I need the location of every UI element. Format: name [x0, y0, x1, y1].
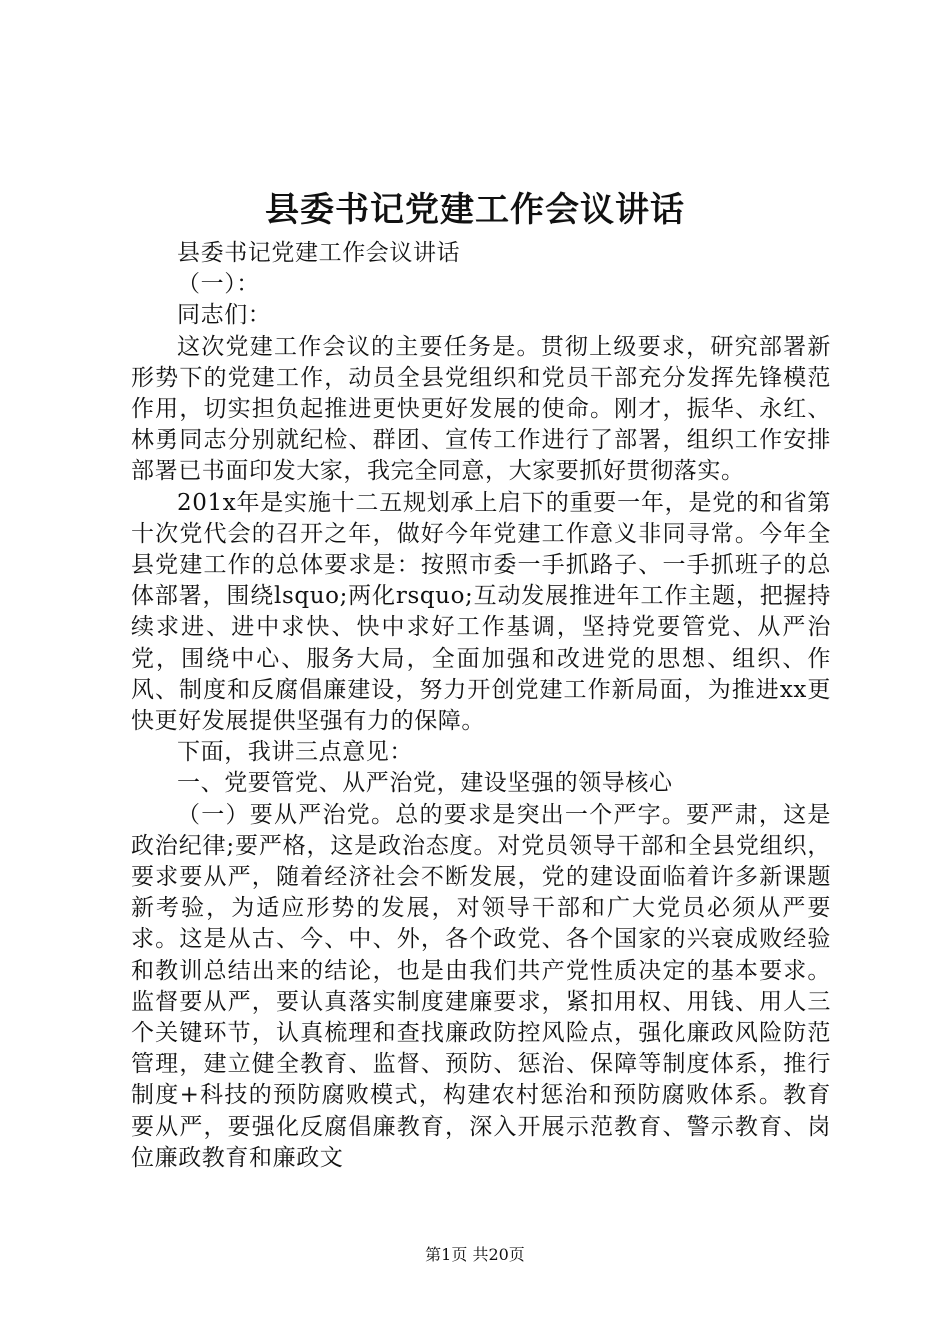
- page-footer: 第1页 共20页: [425, 1245, 525, 1264]
- paragraph-strict-governance: （一）要从严治党。总的要求是突出一个严字。要严肃，这是政治纪律;要严格，这是政治态度。对党员领导干部和全县党组织，要求要从严，随着经济社会不断发展，党的建设面临着许多新课题新考验，为适应形势的发展，对领导干部和广大党员必须从严要求。这是从古、今、中、外，各个政党、各个国家的兴衰成败经验和教训总结出来的结论，也是由我们共产党性质决定的基本要求。监督要从严，要认真落实制度建廉要求，紧扣用权、用钱、用人三个关键环节，认真梳理和查找廉政防控风险点，强化廉政风险防范管理，建立健全教育、监督、预防、惩治、保障等制度体系，推行制度+科技的预防腐败模式，构建农村惩治和预防腐败体系。教育要从严，要强化反腐倡廉教育，深入开展示范教育、警示教育、岗位廉政教育和廉政文: [131, 801, 831, 1171]
- paragraph-intro: 这次党建工作会议的主要任务是。贯彻上级要求，研究部署新形势下的党建工作，动员全县党组织和党员干部充分发挥先锋模范作用，切实担负起推进更快更好发展的使命。刚才，振华、永红、林勇同志分别就纪检、群团、宣传工作进行了部署，组织工作安排部署已书面印发大家，我完全同意，大家要抓好贯彻落实。: [131, 333, 831, 485]
- paragraph-heading-one: 一、党要管党、从严治党，建设坚强的领导核心: [177, 770, 673, 797]
- paragraph-salutation: 同志们：: [177, 302, 272, 329]
- paragraph-subtitle: 县委书记党建工作会议讲话: [177, 240, 461, 266]
- paragraph-section-marker: （一）：: [177, 271, 260, 298]
- paragraph-three-points: 下面，我讲三点意见：: [177, 739, 413, 766]
- paragraph-annual-requirements: 201x年是实施十二五规划承上启下的重要一年，是党的和省第十次党代会的召开之年，做好今年党建工作意义非同寻常。今年全县党建工作的总体要求是：按照市委一手抓路子、一手抓班子的总体部署，围绕lsquo;两化rsquo;互动发展推进年工作主题，把握持续求进、进中求快、快中求好工作基调，坚持党要管党、从严治党，围绕中心、服务大局，全面加强和改进党的思想、组织、作风、制度和反腐倡廉建设，努力开创党建工作新局面，为推进xx更快更好发展提供坚强有力的保障。: [131, 489, 831, 735]
- document-title: 县委书记党建工作会议讲话: [265, 190, 685, 230]
- document-body: [131, 238, 831, 1174]
